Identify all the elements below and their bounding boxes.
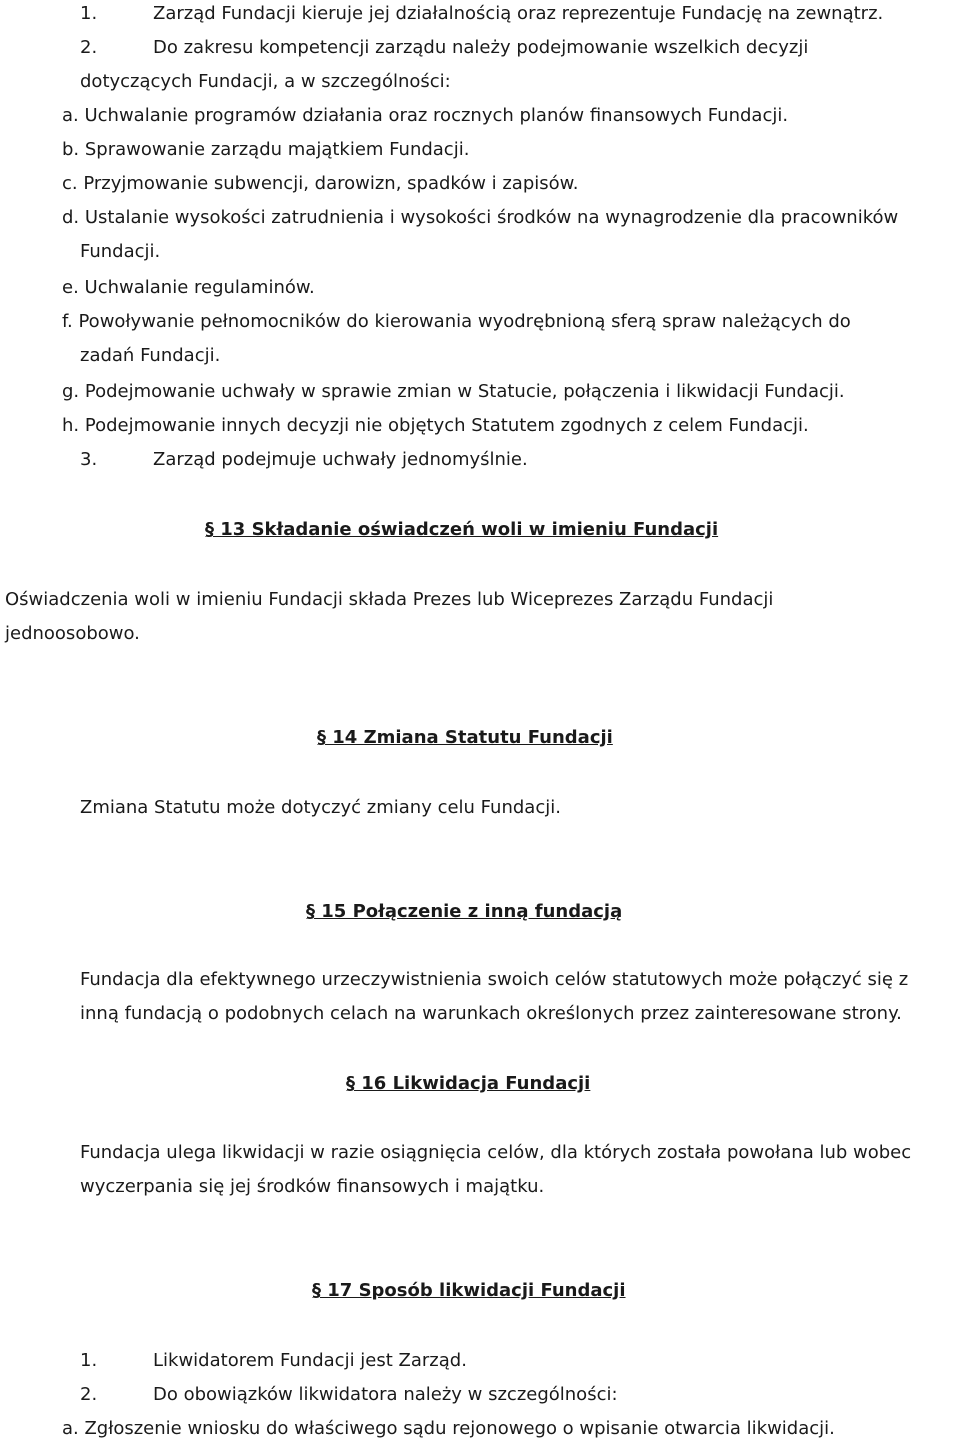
list-number: 2. (80, 1384, 98, 1405)
sub-item-h: h. Podejmowanie innych decyzji nie objętych Statutem zgodnych z celem Fundacji. (62, 415, 809, 436)
list-item-text: Zarząd Fundacji kieruje jej działalnością oraz reprezentuje Fundację na zewnątrz. (153, 3, 884, 24)
section-heading-15: § 15 Połączenie z inną fundacją (306, 901, 623, 922)
sub-item-b: b. Sprawowanie zarządu majątkiem Fundacji. (62, 139, 470, 160)
sub-item-g: g. Podejmowanie uchwały w sprawie zmian w Statucie, połączenia i likwidacji Fundacji. (62, 381, 845, 402)
list-number: 1. (80, 1350, 98, 1371)
list-number: 3. (80, 449, 98, 470)
sub-item-f: f. Powoływanie pełnomocników do kierowania wyodrębnioną sferą spraw należących do (62, 311, 851, 332)
section-15-body: Fundacja dla efektywnego urzeczywistnienia swoich celów statutowych może połączyć się z (80, 969, 909, 990)
sub-item-a: a. Zgłoszenie wniosku do właściwego sądu rejonowego o wpisanie otwarcia likwidacji. (62, 1418, 835, 1439)
list-item-text: Likwidatorem Fundacji jest Zarząd. (153, 1350, 467, 1371)
list-number: 2. (80, 37, 98, 58)
section-14-body: Zmiana Statutu może dotyczyć zmiany celu Fundacji. (80, 797, 561, 818)
list-item-text: Do obowiązków likwidatora należy w szczególności: (153, 1384, 618, 1405)
section-13-body: Oświadczenia woli w imieniu Fundacji składa Prezes lub Wiceprezes Zarządu Fundacji (5, 589, 774, 610)
section-13-body-cont: jednoosobowo. (5, 623, 140, 644)
sub-item-d-continuation: Fundacji. (80, 241, 161, 262)
list-item-continuation: dotyczących Fundacji, a w szczególności: (80, 71, 451, 92)
sub-item-e: e. Uchwalanie regulaminów. (62, 277, 315, 298)
section-heading-13: § 13 Składanie oświadczeń woli w imieniu Fundacji (205, 519, 719, 540)
list-number: 1. (80, 3, 98, 24)
sub-item-c: c. Przyjmowanie subwencji, darowizn, spadków i zapisów. (62, 173, 579, 194)
section-15-body-cont: inną fundacją o podobnych celach na warunkach określonych przez zainteresowane strony. (80, 1003, 902, 1024)
section-heading-16: § 16 Likwidacja Fundacji (346, 1073, 591, 1094)
list-item-text: Zarząd podejmuje uchwały jednomyślnie. (153, 449, 528, 470)
sub-item-f-continuation: zadań Fundacji. (80, 345, 221, 366)
section-16-body-cont: wyczerpania się jej środków finansowych i majątku. (80, 1176, 545, 1197)
sub-item-d: d. Ustalanie wysokości zatrudnienia i wysokości środków na wynagrodzenie dla pracowników (62, 207, 899, 228)
section-heading-14: § 14 Zmiana Statutu Fundacji (317, 727, 613, 748)
sub-item-a: a. Uchwalanie programów działania oraz rocznych planów finansowych Fundacji. (62, 105, 789, 126)
section-16-body: Fundacja ulega likwidacji w razie osiągnięcia celów, dla których została powołana lub wobec (80, 1142, 912, 1163)
section-heading-17: § 17 Sposób likwidacji Fundacji (312, 1280, 626, 1301)
list-item-text: Do zakresu kompetencji zarządu należy podejmowanie wszelkich decyzji (153, 37, 809, 58)
